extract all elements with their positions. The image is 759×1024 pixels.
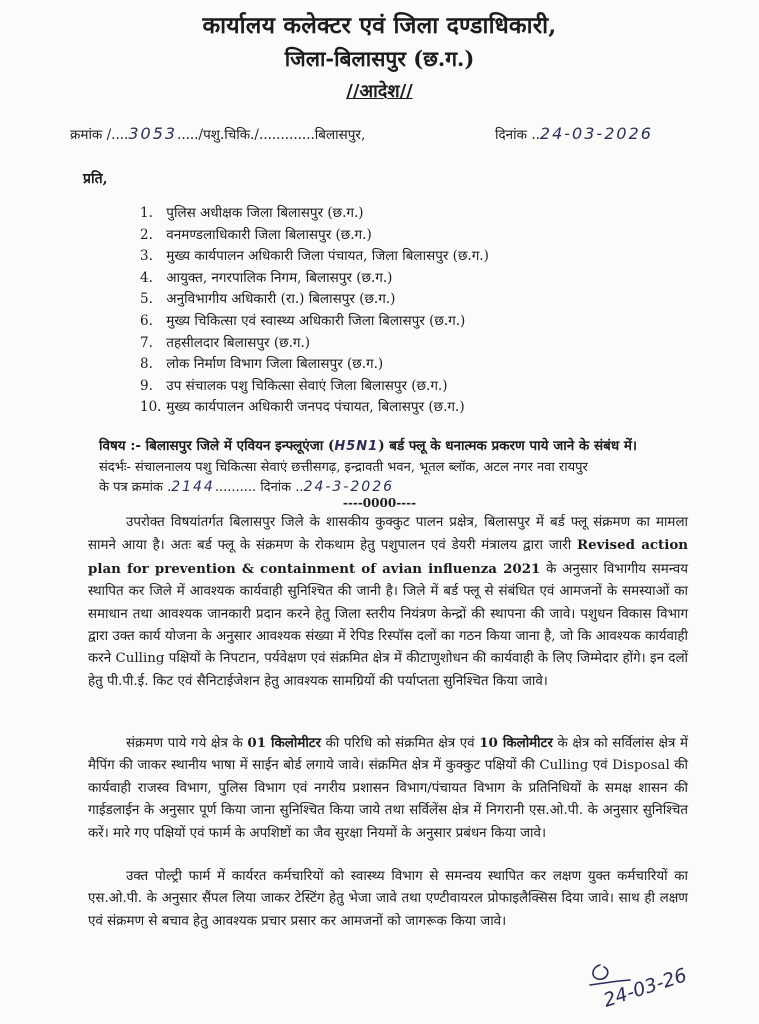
prati-label: प्रति, bbox=[83, 171, 108, 187]
kramank-line: क्रमांक /....3053...../पशु.चिकि./.............बिलासपुर, bbox=[70, 124, 366, 143]
paragraph-2: संक्रमण पाये गये क्षेत्र के 01 किलोमीटर की परिधि को संक्रमित क्षेत्र एवं 10 किलोमीटर के क्षेत्र को सर्विलांस क्षेत्र में मैपिंग की जाकर स्थानीय भाषा में साईन बोर्ड लगाये जावे। संक्रमित क्षेत्र में कुक्कुट पक्षियों की Culling एवं Disposal की कार्यवाही राजस्व विभाग, पुलिस विभाग एवं नगरीय प्रशासन विभाग/पंचायत विभाग के प्रतिनिधियों के समक्ष शासन की गाईडलाईन के अनुसार पूर्ण किया जाना सुनिश्चित किया जाये तथा सर्विलेंस क्षेत्र में निगरानी एस.ओ.पी. के अनुसार सुनिश्चित करें। मारे गए पक्षियों एवं फार्म के अपशिष्टों का जैव सुरक्षा नियमों के अनुसार प्रबंधन किया जावे। bbox=[88, 735, 689, 841]
separator: ----0000---- bbox=[342, 496, 417, 510]
list-item: 6. मुख्य चिकित्सा एवं स्वास्थ्य अधिकारी जिला बिलासपुर (छ.ग.) bbox=[140, 312, 466, 329]
paragraph-1: उपरोक्त विषयांतर्गत बिलासपुर जिले के शासकीय कुक्कुट पालन प्रक्षेत्र, बिलासपुर में बर्ड फ्लू संक्रमण का मामला सामने आया है। अतः बर्ड फ्लू के संक्रमण के रोकथाम हेतु पशुपालन एवं डेयरी मंत्रालय द्वारा जारी Revised action plan for prevention & containment of avian influenza 2021 के अनुसार विभागीय समन्वय स्थापित कर जिले में आवश्यक कार्यवाही सुनिश्चित की जानी है। जिले में बर्ड फ्लू से संबंधित एवं आमजनों के समस्याओं का समाधान तथा आवश्यक जानकारी प्रदान करने हेतु जिला स्तरीय नियंत्रण केन्द्रों की स्थापना की जावे। पशुधन विकास विभाग द्वारा उक्त कार्य योजना के अनुसार आवश्यक संख्या में रेपिड रिस्पॉस दलों का गठन किया जाना है, जो कि आवश्यक कार्यवाही करने Culling पक्षियों के निपटान, पर्यवेक्षण एवं संक्रमित क्षेत्र में कीटाणुशोधन की कार्यवाही के लिए जिम्मेदार होंगे। इन दलों हेतु पी.पी.ई. किट एवं सैनिटाईजेशन हेतु आवश्यक सामग्रियों की पर्याप्तता सुनिश्चित किया जावे। bbox=[88, 515, 688, 689]
list-item: 9. उप संचालक पशु चिकित्सा सेवाएं जिला बिलासपुर (छ.ग.) bbox=[140, 377, 448, 394]
list-item: 5. अनुविभागीय अधिकारी (रा.) बिलासपुर (छ.ग.) bbox=[140, 291, 396, 308]
kramank-value: 3053 bbox=[128, 124, 178, 143]
list-item: 1. पुलिस अधीक्षक जिला बिलासपुर (छ.ग.) bbox=[140, 205, 364, 221]
kramank-city: बिलासपुर, bbox=[314, 127, 366, 143]
list-item: 3. मुख्य कार्यपालन अधिकारी जिला पंचायत, जिला बिलासपुर (छ.ग.) bbox=[140, 248, 489, 265]
kramank-mid: /पशु.चिकि./ bbox=[198, 127, 259, 143]
kramank-label: क्रमांक / bbox=[70, 127, 112, 143]
dinank-label: दिनांक bbox=[495, 127, 528, 143]
dinank-value: 24-03-2026 bbox=[539, 124, 653, 143]
recipient-list bbox=[140, 203, 489, 419]
patra-number: 2144 bbox=[171, 479, 215, 495]
list-item: 8. लोक निर्माण विभाग जिला बिलासपुर (छ.ग.) bbox=[140, 356, 384, 373]
subject-handwritten: H5N1 bbox=[334, 439, 379, 454]
subject-line: विषय :- बिलासपुर जिले में एवियन इन्फ्लूएंजा (H5N1) बर्ड फ्लू के धनात्मक प्रकरण पाये जाने के संबंध में। bbox=[99, 438, 638, 454]
action-plan-title: Revised action plan for prevention & containment of avian influenza 2021 bbox=[88, 537, 688, 577]
list-item: 7. तहसीलदार बिलासपुर (छ.ग.) bbox=[140, 334, 311, 351]
list-item: 2. वनमण्डलाधिकारी जिला बिलासपुर (छ.ग.) bbox=[140, 226, 372, 243]
signature-stroke bbox=[590, 965, 630, 985]
signature-mark bbox=[560, 945, 735, 1020]
office-title: कार्यालय कलेक्टर एवं जिला दण्डाधिकारी, bbox=[202, 12, 557, 39]
paragraph-3: उक्त पोल्ट्री फार्म में कार्यरत कर्मचारियों को स्वास्थ्य विभाग से समन्वय स्थापित कर लक्षण युक्त कर्मचारियों का एस.ओ.पी. के अनुसार सैंपल लिया जाकर टेस्टिंग हेतु भेजा जावे तथा एण्टीवायरल प्रोफाइलैक्सिस दिया जावे। साथ ही लक्षण एवं संक्रमण से बचाव हेतु आवश्यक प्रचार प्रसार कर आमजनों को जागरूक किया जावे। bbox=[88, 869, 688, 929]
patra-date: 24-3-2026 bbox=[303, 479, 395, 495]
district-title: जिला-बिलासपुर (छ.ग.) bbox=[284, 46, 475, 71]
signature-date: 24-03-26 bbox=[600, 964, 690, 1012]
sandarbh-line-1: संदर्भः- संचालनालय पशु चिकित्सा सेवाएं छत्तीसगढ़, इन्द्रावती भवन, भूतल ब्लॉक, अटल नगर नवा रायपुर bbox=[99, 460, 588, 475]
list-item: 10. मुख्य कार्यपालन अधिकारी जनपद पंचायत, बिलासपुर (छ.ग.) bbox=[140, 399, 465, 416]
dinank-line: दिनांक ..24-03-2026 bbox=[495, 124, 653, 143]
sandarbh-line-2: के पत्र क्रमांक .2144.......... दिनांक ..24-3-2026 bbox=[99, 479, 395, 495]
list-item: 4. आयुक्त, नगरपालिक निगम, बिलासपुर (छ.ग.) bbox=[140, 269, 393, 286]
order-heading: //आदेश// bbox=[346, 81, 413, 102]
